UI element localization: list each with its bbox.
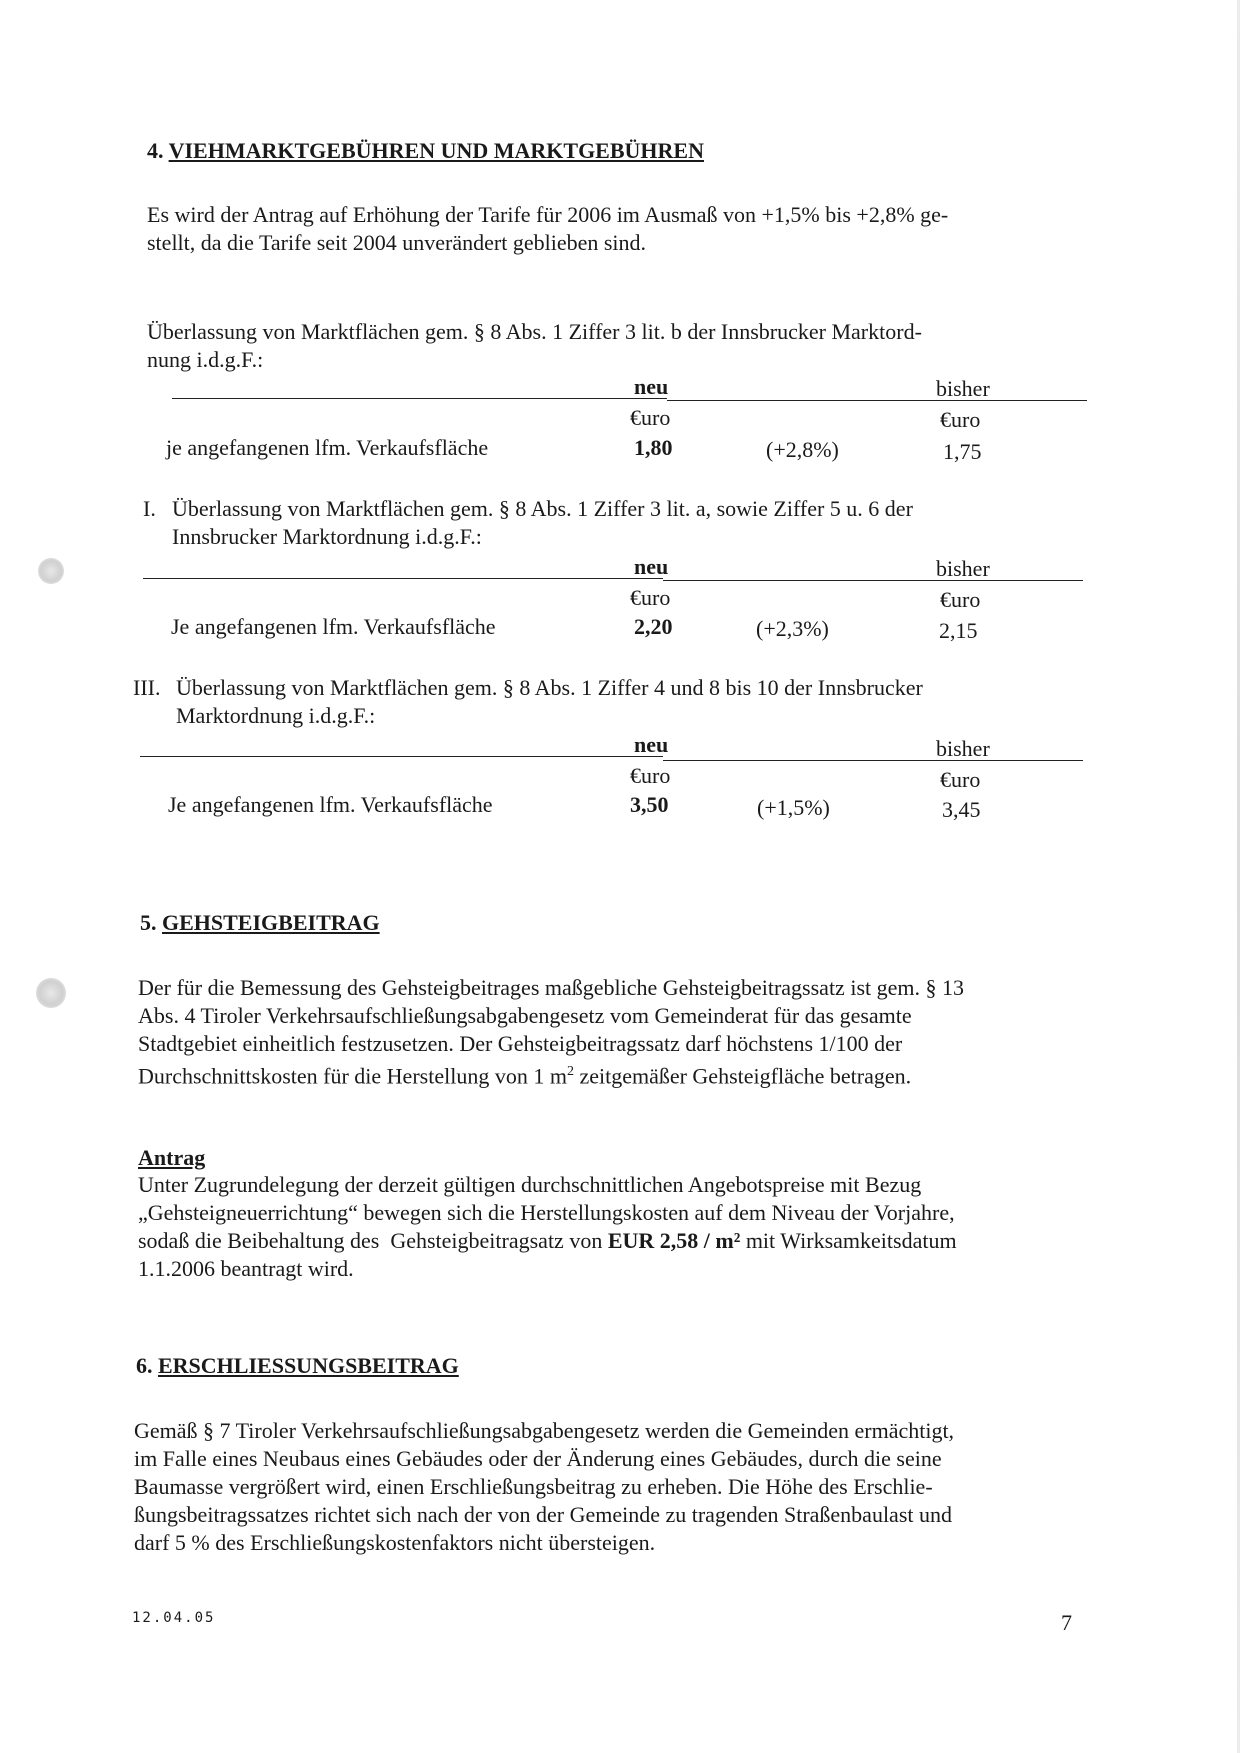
unit-new: €uro bbox=[630, 585, 671, 610]
section-6-heading bbox=[136, 1353, 459, 1379]
section-number: 6. bbox=[136, 1353, 153, 1378]
value-change: (+2,8%) bbox=[766, 437, 839, 462]
section-6-paragraph-line-2: im Falle eines Neubaus eines Gebäudes oder der Änderung eines Gebäudes, durch die seine bbox=[134, 1446, 942, 1471]
block-i-description-line-2: Innsbrucker Marktordnung i.d.g.F.: bbox=[172, 524, 482, 549]
table-rule-right bbox=[663, 580, 1083, 581]
text-segment: sodaß die Beibehaltung des Gehsteigbeitragsatz von bbox=[138, 1228, 608, 1253]
section-5-paragraph-line-4 bbox=[138, 1057, 911, 1090]
section-6-paragraph-line-4: ßungsbeitragssatzes richtet sich nach der von der Gemeinde zu tragenden Straßenbaulast und bbox=[134, 1502, 952, 1527]
punch-hole-mark bbox=[36, 978, 66, 1008]
footer-date: 12.04.05 bbox=[132, 1610, 216, 1626]
section-4-heading bbox=[147, 138, 704, 164]
rate-value: EUR 2,58 / m² bbox=[607, 1228, 741, 1253]
unit-new: €uro bbox=[630, 405, 671, 430]
block-a-description-line-1: Überlassung von Marktflächen gem. § 8 Abs. 1 Ziffer 3 lit. b der Innsbrucker Marktord- bbox=[147, 319, 922, 344]
section-5-paragraph-line-1: Der für die Bemessung des Gehsteigbeitrages maßgebliche Gehsteigbeitragssatz ist gem. § 13 bbox=[138, 975, 964, 1000]
row-label: Je angefangenen lfm. Verkaufsfläche bbox=[171, 614, 496, 639]
table-rule-left bbox=[140, 756, 663, 757]
col-header-new: neu bbox=[634, 374, 669, 399]
value-old: 2,15 bbox=[939, 618, 978, 643]
col-header-new: neu bbox=[634, 554, 669, 579]
block-iii-prefix: III. bbox=[133, 675, 161, 700]
antrag-line-1: Unter Zugrundelegung der derzeit gültigen durchschnittlichen Angebotspreise mit Bezug bbox=[138, 1172, 922, 1197]
antrag-line-2: „Gehsteigneuerrichtung“ bewegen sich die Herstellungskosten auf dem Niveau der Vorjahre, bbox=[138, 1200, 955, 1225]
value-new: 1,80 bbox=[634, 435, 673, 460]
antrag-heading: Antrag bbox=[138, 1145, 206, 1170]
col-header-new: neu bbox=[634, 732, 669, 757]
superscript: 2 bbox=[566, 1064, 574, 1079]
section-6-paragraph-line-1: Gemäß § 7 Tiroler Verkehrsaufschließungsabgabengesetz werden die Gemeinden ermächtigt, bbox=[134, 1418, 955, 1443]
unit-old: €uro bbox=[940, 407, 981, 432]
section-5-paragraph-line-2: Abs. 4 Tiroler Verkehrsaufschließungsabgabengesetz vom Gemeinderat für das gesamte bbox=[138, 1003, 912, 1028]
section-6-paragraph-line-5: darf 5 % des Erschließungskostenfaktors nicht übersteigen. bbox=[134, 1530, 656, 1555]
table-rule-left bbox=[172, 398, 667, 399]
value-new: 3,50 bbox=[630, 792, 669, 817]
punch-hole-mark bbox=[38, 558, 64, 584]
row-label: je angefangenen lfm. Verkaufsfläche bbox=[166, 435, 489, 460]
section-4-intro-line-1: Es wird der Antrag auf Erhöhung der Tarife für 2006 im Ausmaß von +1,5% bis +2,8% ge- bbox=[147, 202, 949, 227]
section-title: ERSCHLIESSUNGSBEITRAG bbox=[158, 1353, 459, 1378]
table-rule-right bbox=[667, 400, 1087, 401]
block-iii-description-line-2: Marktordnung i.d.g.F.: bbox=[176, 703, 376, 728]
unit-new: €uro bbox=[630, 763, 671, 788]
section-4-intro-line-2: stellt, da die Tarife seit 2004 unverändert geblieben sind. bbox=[147, 230, 647, 255]
value-change: (+1,5%) bbox=[757, 795, 830, 820]
table-rule-right bbox=[663, 760, 1083, 761]
antrag-line-3 bbox=[138, 1226, 1083, 1255]
table-rule-left bbox=[143, 578, 663, 579]
section-5-paragraph-line-3: Stadtgebiet einheitlich festzusetzen. Der Gehsteigbeitragssatz darf höchstens 1/100 der bbox=[138, 1031, 903, 1056]
block-i-description-line-1: Überlassung von Marktflächen gem. § 8 Abs. 1 Ziffer 3 lit. a, sowie Ziffer 5 u. 6 der bbox=[172, 496, 913, 521]
section-5-heading bbox=[140, 910, 380, 936]
value-old: 3,45 bbox=[942, 797, 981, 822]
col-header-old: bisher bbox=[936, 376, 990, 401]
section-title: GEHSTEIGBEITRAG bbox=[162, 910, 380, 935]
text-segment: Durchschnittskosten für die Herstellung von 1 m bbox=[138, 1063, 567, 1089]
text-segment: zeitgemäßer Gehsteigfläche betragen. bbox=[573, 1063, 912, 1089]
value-old: 1,75 bbox=[943, 439, 982, 464]
antrag-line-4: 1.1.2006 beantragt wird. bbox=[138, 1256, 354, 1281]
block-iii-description-line-1: Überlassung von Marktflächen gem. § 8 Abs. 1 Ziffer 4 und 8 bis 10 der Innsbrucker bbox=[176, 675, 923, 700]
block-i-prefix: I. bbox=[143, 496, 156, 521]
section-number: 5. bbox=[140, 910, 157, 935]
value-new: 2,20 bbox=[634, 614, 673, 639]
unit-old: €uro bbox=[940, 767, 981, 792]
page-number: 7 bbox=[1061, 1610, 1072, 1635]
value-change: (+2,3%) bbox=[756, 616, 829, 641]
section-number: 4. bbox=[147, 138, 164, 163]
section-title: VIEHMARKTGEBÜHREN UND MARKTGEBÜHREN bbox=[168, 138, 704, 163]
col-header-old: bisher bbox=[936, 736, 990, 761]
block-a-description-line-2: nung i.d.g.F.: bbox=[147, 347, 264, 372]
row-label: Je angefangenen lfm. Verkaufsfläche bbox=[168, 792, 493, 817]
text-segment: mit Wirksamkeitsdatum bbox=[740, 1228, 957, 1253]
col-header-old: bisher bbox=[936, 556, 990, 581]
section-6-paragraph-line-3: Baumasse vergrößert wird, einen Erschließungsbeitrag zu erheben. Die Höhe des Erschlie- bbox=[134, 1474, 933, 1499]
unit-old: €uro bbox=[940, 587, 981, 612]
